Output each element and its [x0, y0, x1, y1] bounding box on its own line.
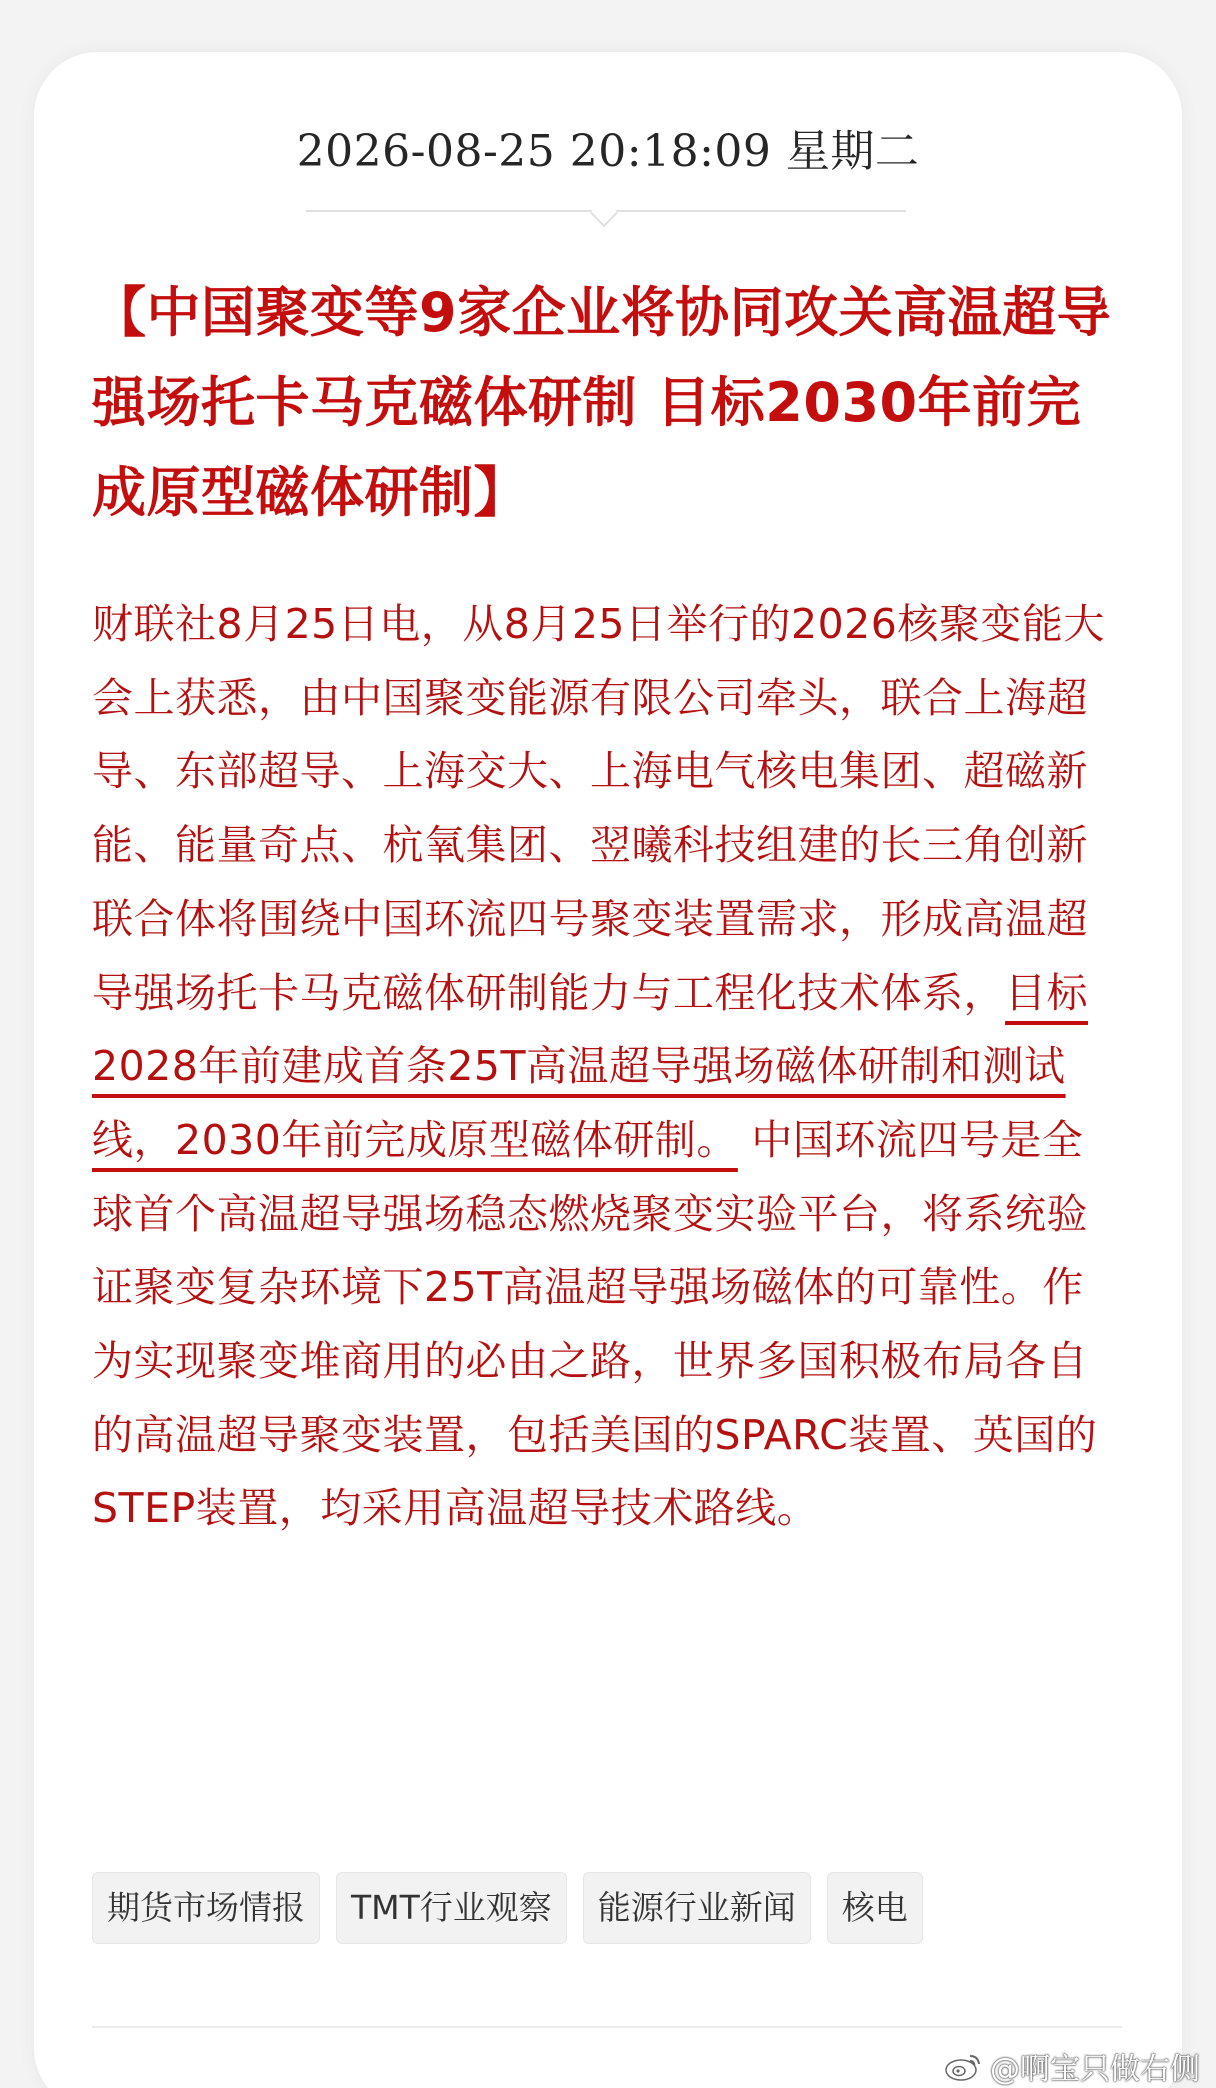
watermark-text: @啊宝只做右侧: [990, 2052, 1200, 2087]
watermark: [944, 2044, 1200, 2088]
tag-futures-intel[interactable]: 期货市场情报: [92, 1872, 320, 1944]
article-body-detail: 中国环流四号是全球首个高温超导强场稳态燃烧聚变实验平台，将系统验证聚变复杂环境下25T高温超导强场磁体的可靠性。作为实现聚变堆商用的必由之路，世界多国积极布局各自的高温超导聚变装置，包括美国的SPARC装置、英国的STEP装置，均采用高温超导技术路线。: [92, 1115, 1098, 1533]
bottom-divider: [92, 2026, 1122, 2028]
tag-nuclear-power[interactable]: 核电: [827, 1872, 923, 1944]
article-body: [92, 588, 1118, 1546]
article-body-highlight: 目标2028年前建成首条25T高温超导强场磁体研制和测试线，2030年前完成原型磁体研制。: [92, 968, 1088, 1164]
tag-list: [92, 1872, 923, 1944]
article-headline: 【中国聚变等9家企业将协同攻关高温超导强场托卡马克磁体研制 目标2030年前完成原型磁体研制】: [92, 281, 1112, 524]
article-body-intro: 财联社8月25日电，从8月25日举行的2026核聚变能大会上获悉，由中国聚变能源有限公司牵头，联合上海超导、东部超导、上海交大、上海电气核电集团、超磁新能、能量奇点、杭氧集团、翌曦科技组建的长三角创新联合体将围绕中国环流四号聚变装置需求，形成高温超导强场托卡马克磁体研制能力与工程化技术体系，: [92, 600, 1105, 1017]
publish-timestamp: 2026-08-25 20:18:09 星期二: [296, 126, 920, 177]
tag-tmt-industry[interactable]: TMT行业观察: [336, 1872, 567, 1944]
tag-energy-news[interactable]: 能源行业新闻: [583, 1872, 811, 1944]
weibo-icon: [944, 2050, 984, 2082]
